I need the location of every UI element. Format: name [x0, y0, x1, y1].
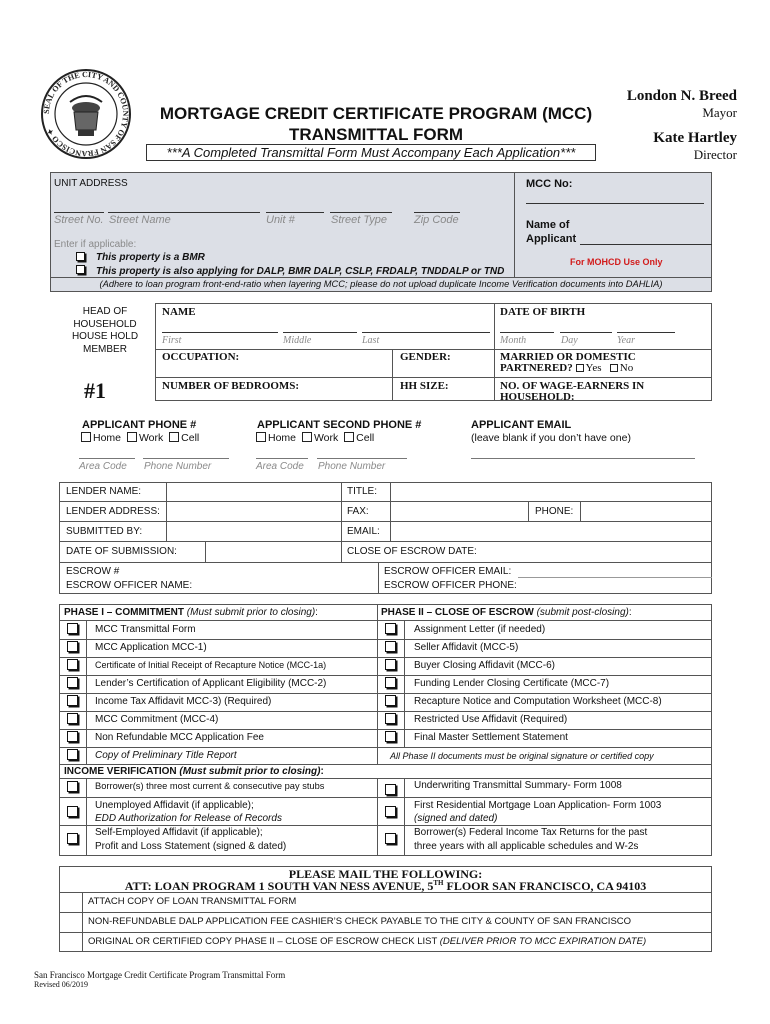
last-name-field[interactable]: [362, 332, 490, 333]
phase1-heading: PHASE I – COMMITMENT (Must submit prior to closing):: [64, 607, 318, 618]
middle-name-field[interactable]: [283, 332, 357, 333]
middle-label: Middle: [283, 335, 312, 346]
dob-label: DATE OF BIRTH: [500, 306, 586, 318]
phase2-checkbox[interactable]: [385, 623, 396, 634]
lender-email-label: EMAIL:: [347, 526, 380, 537]
bedrooms-label: NUMBER OF BEDROOMS:: [162, 380, 300, 392]
dob-day-field[interactable]: [560, 332, 612, 333]
zip-code-label: Zip Code: [414, 214, 459, 226]
mohcd-use-only: For MOHCD Use Only: [570, 257, 663, 267]
day-label: Day: [561, 335, 578, 346]
phone-type-options: Home Work Cell: [81, 432, 199, 444]
pay-stubs-label: Borrower(s) three most current & consecutive pay stubs: [95, 781, 325, 791]
phone-number-field[interactable]: [143, 458, 229, 459]
unemployed-label: Unemployed Affidavit (if applicable);: [95, 800, 254, 811]
phase2-item-label: Final Master Settlement Statement: [414, 732, 568, 743]
row-divider: [59, 711, 377, 712]
phase2-checkbox[interactable]: [385, 713, 396, 724]
street-type-field[interactable]: [330, 212, 392, 213]
phase2-checkbox[interactable]: [385, 677, 396, 688]
first-name-field[interactable]: [162, 332, 278, 333]
row-divider: [377, 729, 712, 730]
row-divider: [377, 639, 712, 640]
applicant-name-field[interactable]: [580, 244, 712, 245]
phase1-item-label: MCC Transmittal Form: [95, 624, 196, 635]
pay-stubs-checkbox[interactable]: [67, 781, 78, 792]
phase2-checkbox[interactable]: [385, 641, 396, 652]
wage-earners-label-2: HOUSEHOLD:: [500, 391, 575, 403]
phone-work-checkbox[interactable]: [127, 432, 137, 442]
mail-item-3: ORIGINAL OR CERTIFIED COPY PHASE II – CLOSE OF ESCROW CHECK LIST (DELIVER PRIOR TO MCC EXPIRATION DATE): [88, 936, 647, 947]
notice-text: ***A Completed Transmittal Form Must Accompany Each Application***: [146, 144, 596, 161]
applicant-label: Applicant: [526, 233, 577, 245]
member-number: #1: [84, 378, 106, 403]
street-no-field[interactable]: [54, 212, 104, 213]
tax-returns-checkbox[interactable]: [385, 833, 396, 844]
street-name-field[interactable]: [108, 212, 260, 213]
submitted-by-label: SUBMITTED BY:: [66, 526, 143, 537]
first-label: First: [162, 335, 182, 346]
row-divider: [377, 693, 712, 694]
bmr-checkbox[interactable]: [76, 252, 85, 261]
date-of-submission-label: DATE OF SUBMISSION:: [66, 546, 177, 557]
name-of-label: Name of: [526, 219, 570, 231]
year-label: Year: [617, 335, 635, 346]
bmr-label: This property is a BMR: [96, 252, 205, 263]
form-title-line2: TRANSMITTAL FORM: [288, 125, 464, 144]
unit-number-label: Unit #: [266, 214, 295, 226]
phase1-item-label: Certificate of Initial Receipt of Recapture Notice (MCC-1a): [95, 660, 327, 670]
income-verification-heading: INCOME VERIFICATION (Must submit prior to closing):: [64, 766, 324, 777]
adhere-note: (Adhere to loan program front-end-ratio when layering MCC; please do not upload duplicate Income Verification documents into DAHLIA): [99, 279, 663, 289]
phase2-item-label: Assignment Letter (if needed): [414, 624, 546, 635]
street-name-label: Street Name: [109, 214, 171, 226]
phase2-item-label: Recapture Notice and Computation Worksheet (MCC-8): [414, 696, 662, 707]
edd-label: EDD Authorization for Release of Records: [95, 813, 282, 824]
lender-address-label: LENDER ADDRESS:: [66, 506, 160, 517]
phase1-checkbox[interactable]: [67, 659, 78, 670]
month-label: Month: [500, 335, 527, 346]
second-phone-work-checkbox[interactable]: [302, 432, 312, 442]
partnered-label: PARTNERED? Yes No: [500, 362, 634, 374]
row-divider: [59, 729, 377, 730]
enter-if-applicable: Enter if applicable:: [54, 239, 137, 250]
second-phone-cell-checkbox[interactable]: [344, 432, 354, 442]
row-divider: [59, 639, 377, 640]
second-phone-type-options: Home Work Cell: [256, 432, 374, 444]
mcc-no-label: MCC No:: [526, 178, 573, 190]
phase2-checkbox[interactable]: [385, 695, 396, 706]
row-divider: [377, 747, 712, 748]
second-phone-number-label: Phone Number: [318, 461, 386, 472]
phase1-item-label: MCC Application MCC-1): [95, 642, 207, 653]
lender-phone-label: PHONE:: [535, 506, 574, 517]
second-phone-area-code-field[interactable]: [256, 458, 308, 459]
close-of-escrow-label: CLOSE OF ESCROW DATE:: [347, 546, 477, 557]
wage-earners-label-1: NO. OF WAGE-EARNERS IN: [500, 380, 645, 392]
row-divider: [59, 657, 377, 658]
phase2-note: All Phase II documents must be original signature or certified copy: [390, 751, 654, 761]
phase2-heading: PHASE II – CLOSE OF ESCROW (submit post-closing):: [381, 607, 632, 618]
self-employed-label: Self-Employed Affidavit (if applicable);: [95, 827, 263, 838]
unit-number-field[interactable]: [266, 212, 324, 213]
second-phone-home-checkbox[interactable]: [256, 432, 266, 442]
street-no-label: Street No.: [54, 214, 104, 226]
phase1-checkbox[interactable]: [67, 641, 78, 652]
director-name: Kate Hartley: [653, 130, 737, 146]
also-applying-checkbox[interactable]: [76, 265, 85, 274]
area-code-label: Area Code: [79, 461, 127, 472]
partnered-no-checkbox[interactable]: [610, 364, 618, 372]
mail-address: ATT: LOAN PROGRAM 1 SOUTH VAN NESS AVENUE, 5TH FLOOR SAN FRANCISCO, CA 94103: [124, 879, 647, 893]
email-note: (leave blank if you don’t have one): [471, 432, 631, 444]
mail-heading: PLEASE MAIL THE FOLLOWING:: [288, 867, 483, 881]
row-divider: [377, 675, 712, 676]
partnered-yes-checkbox[interactable]: [576, 364, 584, 372]
phase2-item-label: Restricted Use Affidavit (Required): [414, 714, 568, 725]
tax-returns-label: Borrower(s) Federal Income Tax Returns for the past: [414, 827, 648, 838]
form-1003-note: (signed and dated): [414, 813, 498, 824]
married-label: MARRIED OR DOMESTIC: [500, 351, 636, 363]
mail-item-1: ATTACH COPY OF LOAN TRANSMITTAL FORM: [88, 896, 297, 907]
unit-address-heading: UNIT ADDRESS: [54, 178, 128, 189]
row-divider: [377, 711, 712, 712]
director-title: Director: [693, 147, 737, 162]
dob-year-field[interactable]: [617, 332, 675, 333]
head-of-household-label: HEAD OF HOUSEHOLD HOUSE HOLD MEMBER: [71, 306, 139, 355]
mayor-title: Mayor: [702, 105, 737, 120]
name-label: NAME: [162, 306, 196, 318]
tax-returns-label-2: three years with all applicable schedules and W-2s: [414, 841, 639, 852]
mayor-name: London N. Breed: [626, 88, 737, 104]
phase1-item-label: Copy of Preliminary Title Report: [95, 750, 237, 761]
applicant-phone-label: APPLICANT PHONE #: [82, 419, 197, 431]
second-phone-label: APPLICANT SECOND PHONE #: [257, 419, 422, 431]
phone-cell-checkbox[interactable]: [169, 432, 179, 442]
self-employed-checkbox[interactable]: [67, 833, 78, 844]
row-divider: [59, 675, 377, 676]
city-seal: [40, 68, 132, 160]
unemployed-checkbox[interactable]: [67, 806, 78, 817]
phase1-checkbox[interactable]: [67, 749, 78, 760]
row-divider: [377, 657, 712, 658]
phase1-checkbox[interactable]: [67, 713, 78, 724]
phase2-item-label: Seller Affidavit (MCC-5): [414, 642, 519, 653]
row-divider: [59, 747, 377, 748]
also-applying-label: This property is also applying for DALP, BMR DALP, CSLP, FRDALP, TNDDALP or TND: [96, 266, 505, 277]
form-title-line1: MORTGAGE CREDIT CERTIFICATE PROGRAM (MCC): [159, 104, 593, 123]
escrow-officer-phone-label: ESCROW OFFICER PHONE:: [384, 580, 517, 591]
gender-label: GENDER:: [400, 351, 451, 363]
phase1-checkbox[interactable]: [67, 623, 78, 634]
phone-home-checkbox[interactable]: [81, 432, 91, 442]
applicant-email-label: APPLICANT EMAIL: [471, 419, 572, 431]
email-field[interactable]: [471, 458, 695, 459]
phase1-checkbox[interactable]: [67, 677, 78, 688]
phase1-checkbox[interactable]: [67, 731, 78, 742]
escrow-officer-email-label: ESCROW OFFICER EMAIL:: [384, 566, 512, 577]
form-1003-checkbox[interactable]: [385, 806, 396, 817]
svg-text:SEAL OF THE CITY AND COUNTY OF: SEAL OF THE CITY AND COUNTY OF SAN FRANCISCO ✦: [41, 69, 131, 159]
second-phone-number-field[interactable]: [317, 458, 407, 459]
mcc-no-field[interactable]: [526, 203, 704, 204]
street-type-label: Street Type: [331, 214, 388, 226]
lender-name-label: LENDER NAME:: [66, 486, 142, 497]
phase1-item-label: Lender’s Certification of Applicant Eligibility (MCC-2): [95, 678, 327, 689]
mail-item-2: NON-REFUNDABLE DALP APPLICATION FEE CASHIER’S CHECK PAYABLE TO THE CITY & COUNTY OF SAN FRANCISCO: [88, 916, 632, 927]
phase2-checkbox[interactable]: [385, 659, 396, 670]
zip-code-field[interactable]: [414, 212, 460, 213]
phase1-checkbox[interactable]: [67, 695, 78, 706]
phase1-item-label: Non Refundable MCC Application Fee: [95, 732, 264, 743]
profit-loss-label: Profit and Loss Statement (signed & dated): [95, 841, 287, 852]
escrow-no-label: ESCROW #: [66, 566, 120, 577]
phase2-item-label: Buyer Closing Affidavit (MCC-6): [414, 660, 555, 671]
fax-label: FAX:: [347, 506, 369, 517]
form-1008-label: Underwriting Transmittal Summary- Form 1008: [414, 780, 622, 791]
footer-revised: Revised 06/2019: [34, 980, 88, 989]
dob-month-field[interactable]: [500, 332, 554, 333]
phone-area-code-field[interactable]: [79, 458, 135, 459]
second-area-code-label: Area Code: [256, 461, 304, 472]
phase2-item-label: Funding Lender Closing Certificate (MCC-7): [414, 678, 610, 689]
title-label: TITLE:: [347, 486, 378, 497]
last-label: Last: [362, 335, 380, 346]
hh-size-label: HH SIZE:: [400, 380, 449, 392]
occupation-label: OCCUPATION:: [162, 351, 240, 363]
phone-number-label: Phone Number: [144, 461, 212, 472]
form-1003-label: First Residential Mortgage Loan Application- Form 1003: [414, 800, 662, 811]
escrow-officer-name-label: ESCROW OFFICER NAME:: [66, 580, 193, 591]
footer-title: San Francisco Mortgage Credit Certificate Program Transmittal Form: [34, 970, 286, 980]
phase1-item-label: Income Tax Affidavit MCC-3) (Required): [95, 696, 272, 707]
phase1-item-label: MCC Commitment (MCC-4): [95, 714, 219, 725]
form-1008-checkbox[interactable]: [385, 784, 396, 795]
phase2-checkbox[interactable]: [385, 731, 396, 742]
row-divider: [59, 693, 377, 694]
